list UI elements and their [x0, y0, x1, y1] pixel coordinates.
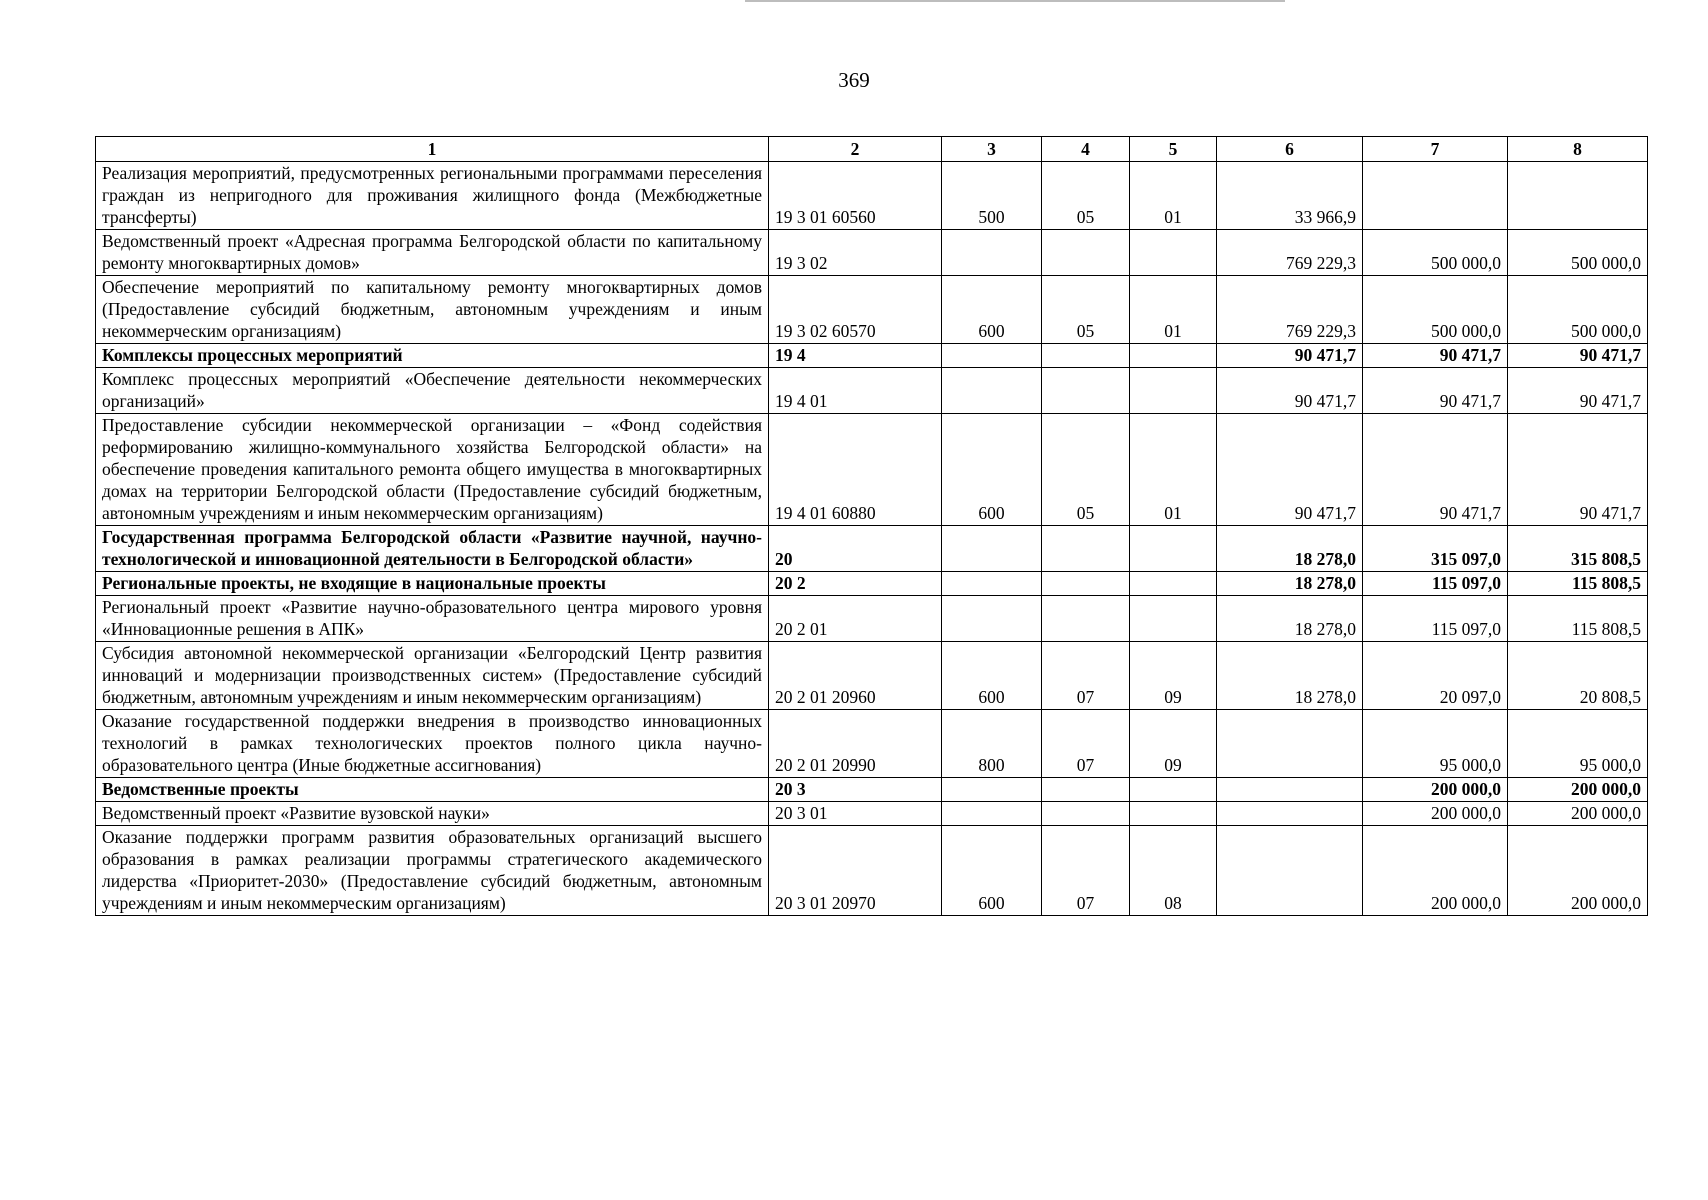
amount-col-8: 200 000,0: [1508, 826, 1648, 916]
expense-type: [942, 596, 1042, 642]
row-code: 20 3 01: [769, 802, 942, 826]
section: [1042, 344, 1130, 368]
row-name: Предоставление субсидии некоммерческой организации – «Фонд содействия реформированию жилищно-коммунального хозяйства Белгородской области» на обеспечение проведения капитального ремонта общего имущества в многоквартирных домах на территории Белгородской области (Предоставление субсидий бюджетным, автономным учреждениям и иным некоммерческим организациям): [96, 414, 769, 526]
amount-col-7: 115 097,0: [1363, 596, 1508, 642]
amount-col-7: [1363, 162, 1508, 230]
column-header: 5: [1130, 137, 1217, 162]
budget-table: [95, 136, 1648, 916]
subsection: [1130, 572, 1217, 596]
row-code: 20 3: [769, 778, 942, 802]
row-name: Субсидия автономной некоммерческой организации «Белгородский Центр развития инноваций и модернизации производственных систем» (Предоставление субсидий бюджетным, автономным учреждениям и иным некоммерческим организациям): [96, 642, 769, 710]
section: [1042, 802, 1130, 826]
section: [1042, 572, 1130, 596]
section: 05: [1042, 414, 1130, 526]
table-row: [96, 526, 1648, 572]
subsection: [1130, 778, 1217, 802]
row-name: Обеспечение мероприятий по капитальному ремонту многоквартирных домов (Предоставление субсидий бюджетным, автономным учреждениям и иным некоммерческим организациям): [96, 276, 769, 344]
section: [1042, 230, 1130, 276]
expense-type: 500: [942, 162, 1042, 230]
amount-col-6: 18 278,0: [1217, 596, 1363, 642]
amount-col-8: 90 471,7: [1508, 414, 1648, 526]
expense-type: 800: [942, 710, 1042, 778]
table-row: [96, 572, 1648, 596]
subsection: [1130, 230, 1217, 276]
amount-col-6: [1217, 778, 1363, 802]
amount-col-7: 200 000,0: [1363, 778, 1508, 802]
amount-col-6: [1217, 826, 1363, 916]
section: 05: [1042, 162, 1130, 230]
row-code: 20 2: [769, 572, 942, 596]
amount-col-7: 500 000,0: [1363, 230, 1508, 276]
section: [1042, 778, 1130, 802]
row-code: 20 2 01 20960: [769, 642, 942, 710]
row-name: Реализация мероприятий, предусмотренных региональными программами переселения граждан из непригодного для проживания жилищного фонда (Межбюджетные трансферты): [96, 162, 769, 230]
subsection: 09: [1130, 710, 1217, 778]
row-code: 20 3 01 20970: [769, 826, 942, 916]
column-header: 8: [1508, 137, 1648, 162]
subsection: 01: [1130, 162, 1217, 230]
table-row: [96, 778, 1648, 802]
subsection: [1130, 802, 1217, 826]
column-header: 1: [96, 137, 769, 162]
row-name: Комплексы процессных мероприятий: [96, 344, 769, 368]
amount-col-6: 33 966,9: [1217, 162, 1363, 230]
amount-col-6: 18 278,0: [1217, 642, 1363, 710]
row-code: 19 3 02: [769, 230, 942, 276]
expense-type: 600: [942, 826, 1042, 916]
row-code: 19 4: [769, 344, 942, 368]
row-code: 20 2 01 20990: [769, 710, 942, 778]
amount-col-6: 90 471,7: [1217, 414, 1363, 526]
row-code: 20 2 01: [769, 596, 942, 642]
amount-col-7: 90 471,7: [1363, 344, 1508, 368]
expense-type: [942, 230, 1042, 276]
amount-col-7: 315 097,0: [1363, 526, 1508, 572]
amount-col-7: 200 000,0: [1363, 802, 1508, 826]
section: [1042, 596, 1130, 642]
amount-col-6: 18 278,0: [1217, 526, 1363, 572]
row-name: Региональные проекты, не входящие в национальные проекты: [96, 572, 769, 596]
row-name: Оказание поддержки программ развития образовательных организаций высшего образования в рамках реализации программы стратегического академического лидерства «Приоритет-2030» (Предоставление субсидий бюджетным, автономным учреждениям и иным некоммерческим организациям): [96, 826, 769, 916]
row-name: Ведомственный проект «Адресная программа Белгородской области по капитальному ремонту многоквартирных домов»: [96, 230, 769, 276]
amount-col-6: [1217, 710, 1363, 778]
column-header: 3: [942, 137, 1042, 162]
column-header: 2: [769, 137, 942, 162]
table-row: [96, 368, 1648, 414]
expense-type: [942, 572, 1042, 596]
row-code: 19 3 01 60560: [769, 162, 942, 230]
row-name: Оказание государственной поддержки внедрения в производство инновационных технологий в рамках технологических проектов полного цикла научно-образовательного центра (Иные бюджетные ассигнования): [96, 710, 769, 778]
row-name: Ведомственный проект «Развитие вузовской науки»: [96, 802, 769, 826]
expense-type: 600: [942, 414, 1042, 526]
row-name: Государственная программа Белгородской области «Развитие научной, научно-технологической и инновационной деятельности в Белгородской области»: [96, 526, 769, 572]
page-number: 369: [838, 68, 870, 92]
column-header: 4: [1042, 137, 1130, 162]
subsection: [1130, 526, 1217, 572]
amount-col-7: 115 097,0: [1363, 572, 1508, 596]
column-header: 7: [1363, 137, 1508, 162]
amount-col-7: 20 097,0: [1363, 642, 1508, 710]
amount-col-8: 20 808,5: [1508, 642, 1648, 710]
row-code: 19 4 01 60880: [769, 414, 942, 526]
expense-type: [942, 802, 1042, 826]
table-row: [96, 230, 1648, 276]
amount-col-7: 95 000,0: [1363, 710, 1508, 778]
column-header: 6: [1217, 137, 1363, 162]
amount-col-8: 200 000,0: [1508, 778, 1648, 802]
section: 07: [1042, 826, 1130, 916]
amount-col-6: 90 471,7: [1217, 368, 1363, 414]
table-row: [96, 642, 1648, 710]
amount-col-8: 500 000,0: [1508, 276, 1648, 344]
section: 07: [1042, 642, 1130, 710]
amount-col-8: 200 000,0: [1508, 802, 1648, 826]
subsection: 01: [1130, 276, 1217, 344]
amount-col-6: 769 229,3: [1217, 230, 1363, 276]
table-row: [96, 802, 1648, 826]
header-row: [96, 137, 1648, 162]
table-row: [96, 162, 1648, 230]
amount-col-8: 115 808,5: [1508, 596, 1648, 642]
amount-col-7: 500 000,0: [1363, 276, 1508, 344]
amount-col-8: 115 808,5: [1508, 572, 1648, 596]
amount-col-6: 90 471,7: [1217, 344, 1363, 368]
subsection: 08: [1130, 826, 1217, 916]
amount-col-6: 769 229,3: [1217, 276, 1363, 344]
amount-col-8: 90 471,7: [1508, 368, 1648, 414]
subsection: [1130, 368, 1217, 414]
table-row: [96, 596, 1648, 642]
expense-type: [942, 344, 1042, 368]
amount-col-7: 90 471,7: [1363, 414, 1508, 526]
expense-type: [942, 526, 1042, 572]
subsection: 01: [1130, 414, 1217, 526]
amount-col-6: [1217, 802, 1363, 826]
amount-col-8: 315 808,5: [1508, 526, 1648, 572]
row-name: Комплекс процессных мероприятий «Обеспечение деятельности некоммерческих организаций»: [96, 368, 769, 414]
section: 05: [1042, 276, 1130, 344]
table-row: [96, 344, 1648, 368]
subsection: [1130, 344, 1217, 368]
row-code: 19 3 02 60570: [769, 276, 942, 344]
subsection: [1130, 596, 1217, 642]
amount-col-8: 90 471,7: [1508, 344, 1648, 368]
expense-type: 600: [942, 276, 1042, 344]
amount-col-8: [1508, 162, 1648, 230]
expense-type: [942, 778, 1042, 802]
expense-type: [942, 368, 1042, 414]
row-code: 20: [769, 526, 942, 572]
amount-col-6: 18 278,0: [1217, 572, 1363, 596]
amount-col-8: 95 000,0: [1508, 710, 1648, 778]
section: [1042, 368, 1130, 414]
amount-col-7: 90 471,7: [1363, 368, 1508, 414]
table-row: [96, 276, 1648, 344]
amount-col-7: 200 000,0: [1363, 826, 1508, 916]
amount-col-8: 500 000,0: [1508, 230, 1648, 276]
expense-type: 600: [942, 642, 1042, 710]
section: [1042, 526, 1130, 572]
table-row: [96, 710, 1648, 778]
table-row: [96, 414, 1648, 526]
row-name: Ведомственные проекты: [96, 778, 769, 802]
table-row: [96, 826, 1648, 916]
top-rule: [745, 0, 1285, 2]
subsection: 09: [1130, 642, 1217, 710]
row-code: 19 4 01: [769, 368, 942, 414]
row-name: Региональный проект «Развитие научно-образовательного центра мирового уровня «Инновационные решения в АПК»: [96, 596, 769, 642]
section: 07: [1042, 710, 1130, 778]
